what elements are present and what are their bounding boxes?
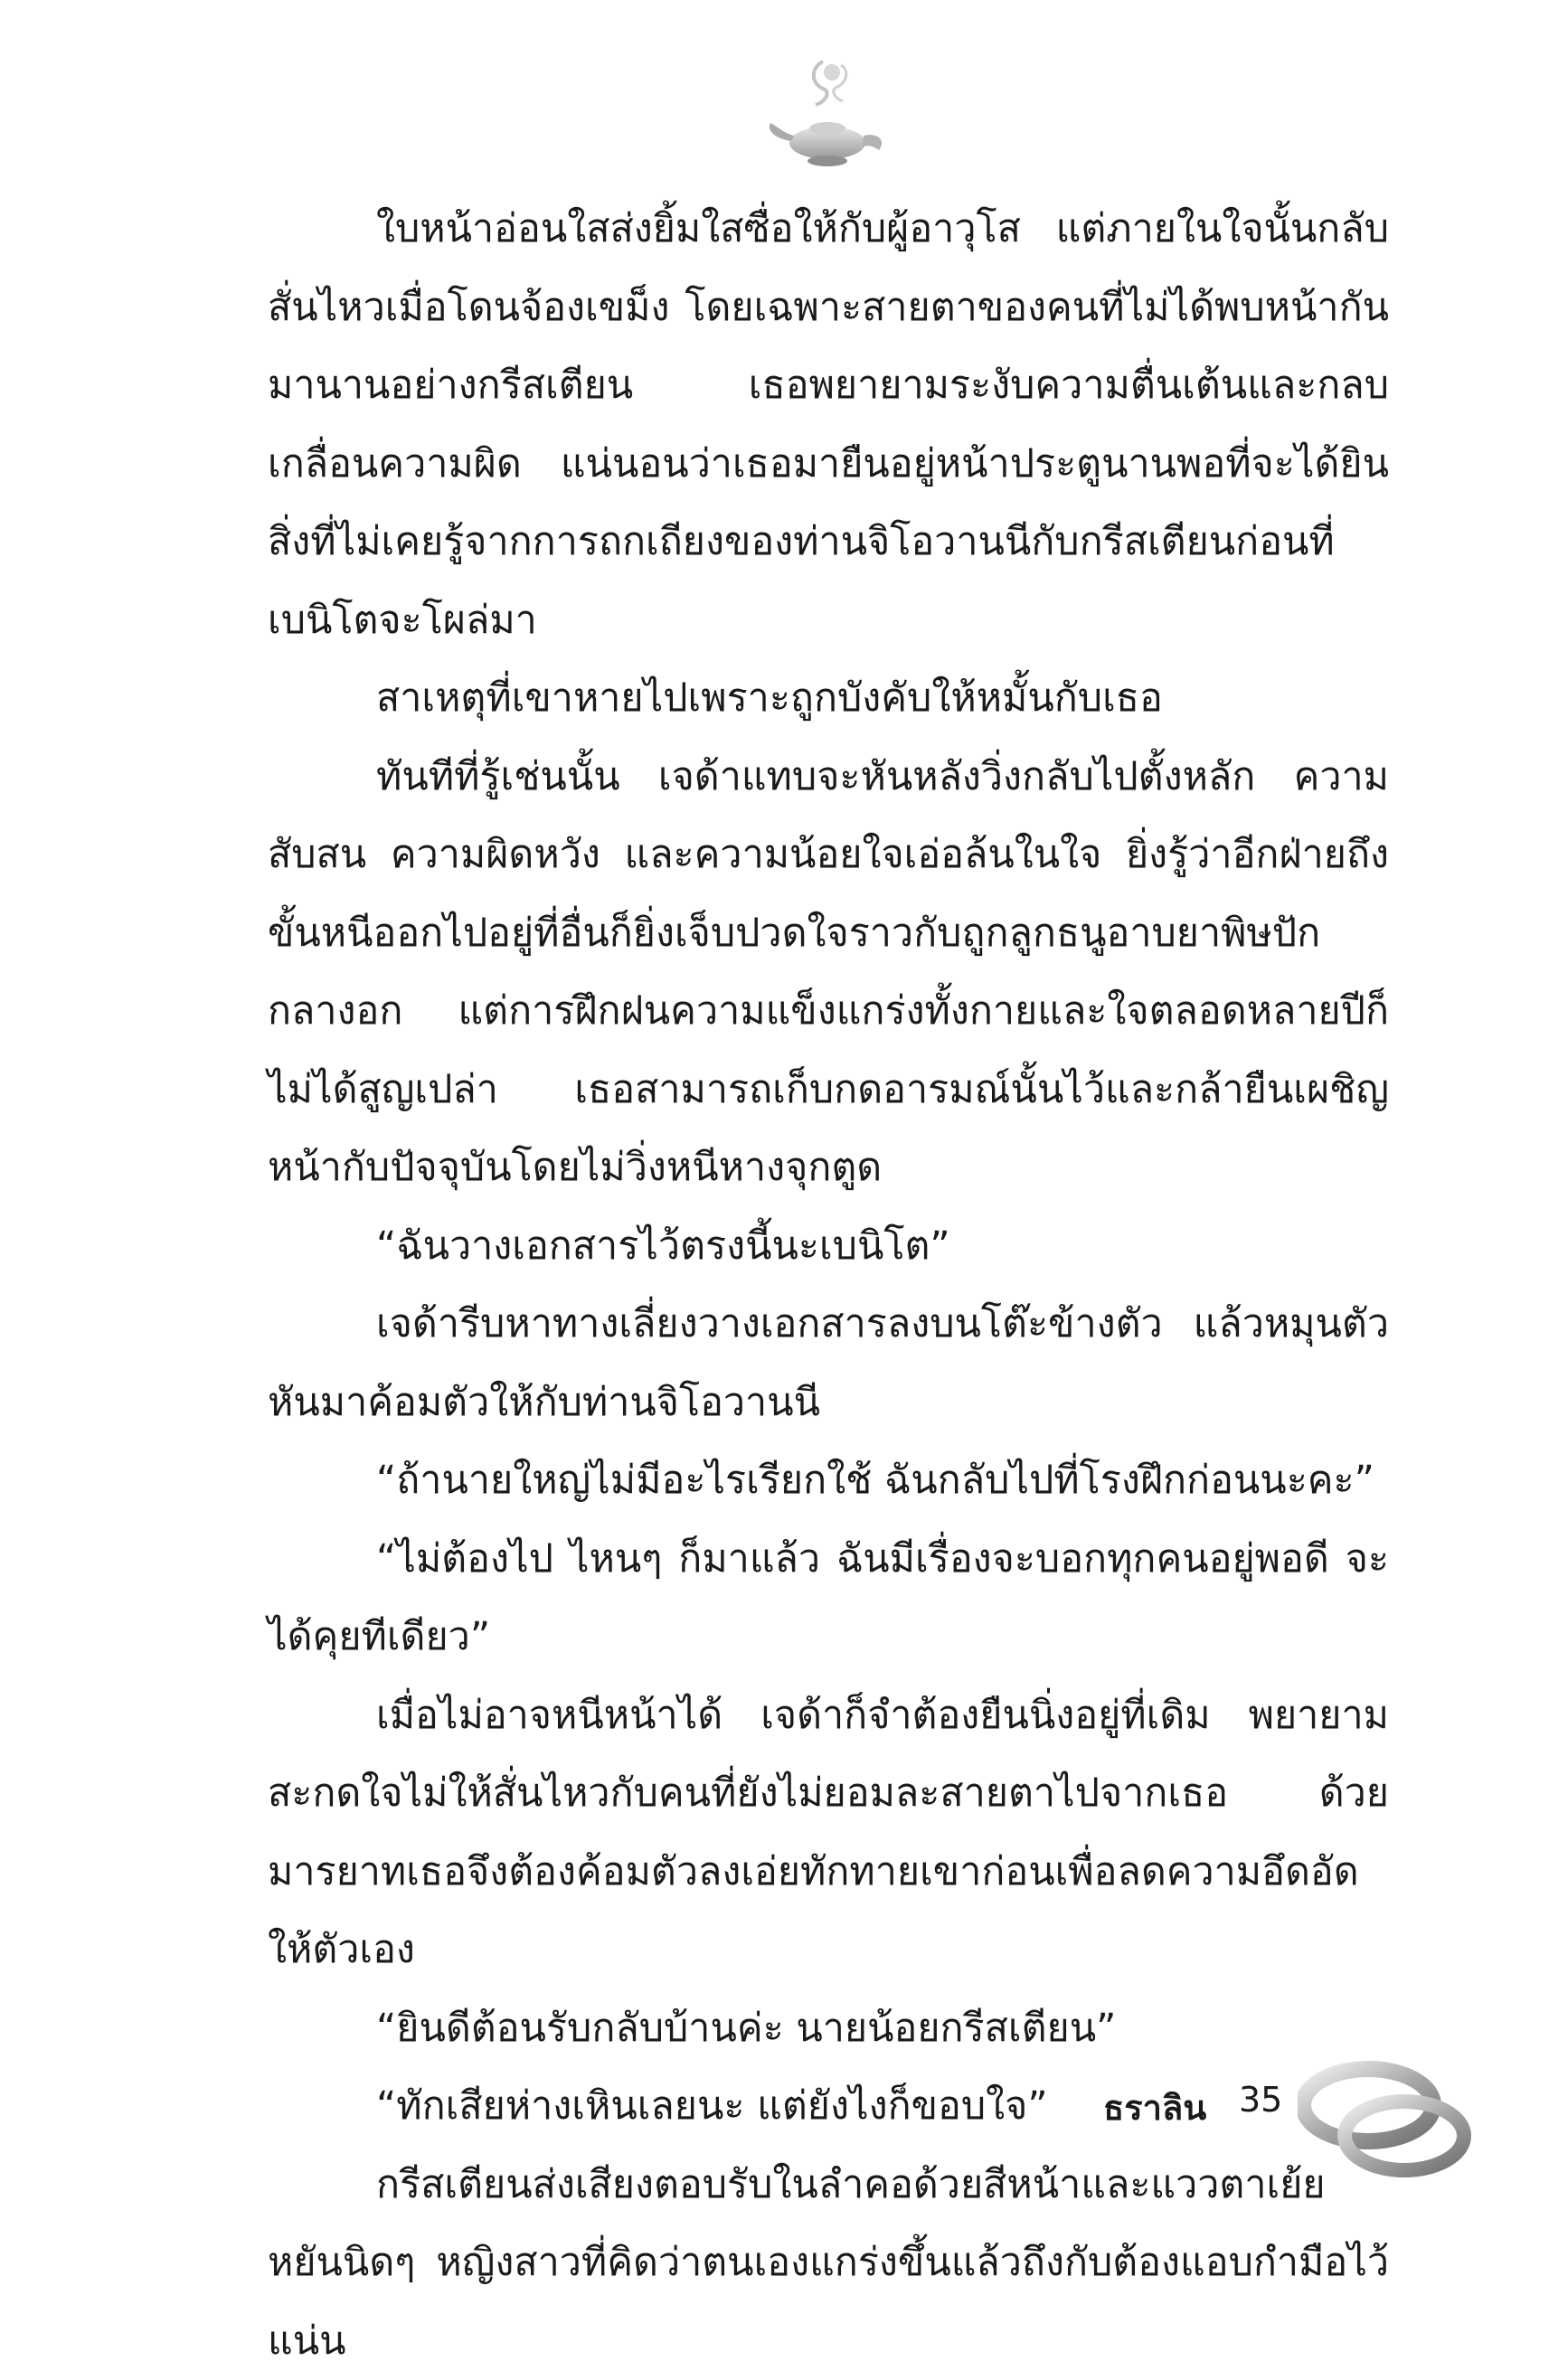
book-title: ธราลิน bbox=[1103, 2080, 1206, 2135]
paragraph: ทันทีที่รู้เช่นนั้น เจด้าแทบจะหันหลังวิ่งกลับไปตั้งหลัก ความสับสน ความผิดหวัง และความน้อยใจเอ่อล้นในใจ ยิ่งรู้ว่าอีกฝ่ายถึงขั้นหนีออกไปอยู่ที่อื่นก็ยิ่งเจ็บปวดใจราวกับถูกลูกธนูอาบยาพิษปักกลางอก แต่การฝึกฝนความแข็งแกร่งทั้งกายและใจตลอดหลายปีก็ไม่ได้สูญเปล่า เธอสามารถเก็บกดอารมณ์นั้นไว้และกล้ายืนเผชิญหน้ากับปัจจุบันโดยไม่วิ่งหนีหางจุกตูด bbox=[268, 738, 1389, 1207]
wedding-rings-icon bbox=[1298, 2053, 1474, 2188]
page-footer bbox=[1094, 2053, 1474, 2188]
genie-lamp-icon bbox=[760, 52, 895, 188]
paragraph: เมื่อไม่อาจหนีหน้าได้ เจด้าก็จำต้องยืนนิ่งอยู่ที่เดิม พยายามสะกดใจไม่ให้สั่นไหวกับคนที่ยังไม่ยอมละสายตาไปจากเธอ ด้วยมารยาทเธอจึงต้องค้อมตัวลงเอ่ยทักทายเขาก่อนเพื่อลดความอึดอัดให้ตัวเอง bbox=[268, 1676, 1389, 1989]
paragraph: กรีสเตียนส่งเสียงตอบรับในลำคอด้วยสีหน้าและแววตาเย้ยหยันนิดๆ หญิงสาวที่คิดว่าตนเองแกร่งขึ้นแล้วถึงกับต้องแอบกำมือไว้แน่น bbox=[268, 2146, 1389, 2380]
body-text bbox=[268, 190, 1389, 2380]
paragraph: “ทักเสียห่างเหินเลยนะ แต่ยังไงก็ขอบใจ” bbox=[268, 2067, 1389, 2146]
page-number: 35 bbox=[1239, 2080, 1282, 2120]
paragraph: เจด้ารีบหาทางเลี่ยงวางเอกสารลงบนโต๊ะข้างตัว แล้วหมุนตัวหันมาค้อมตัวให้กับท่านจิโอวานนี bbox=[268, 1285, 1389, 1441]
paragraph: “ถ้านายใหญ่ไม่มีอะไรเรียกใช้ ฉันกลับไปที่โรงฝึกก่อนนะคะ” bbox=[268, 1441, 1389, 1520]
paragraph: สาเหตุที่เขาหายไปเพราะถูกบังคับให้หมั้นกับเธอ bbox=[268, 659, 1389, 738]
paragraph: “ฉันวางเอกสารไว้ตรงนี้นะเบนิโต” bbox=[268, 1207, 1389, 1286]
paragraph: “ไม่ต้องไป ไหนๆ ก็มาแล้ว ฉันมีเรื่องจะบอกทุกคนอยู่พอดี จะได้คุยทีเดียว” bbox=[268, 1520, 1389, 1676]
paragraph: ใบหน้าอ่อนใสส่งยิ้มใสซื่อให้กับผู้อาวุโส แต่ภายในใจนั้นกลับสั่นไหวเมื่อโดนจ้องเขม็ง โดยเฉพาะสายตาของคนที่ไม่ได้พบหน้ากันมานานอย่างกรีสเตียน เธอพยายามระงับความตื่นเต้นและกลบเกลื่อนความผิด แน่นอนว่าเธอมายืนอยู่หน้าประตูนานพอที่จะได้ยินสิ่งที่ไม่เคยรู้จากการถกเถียงของท่านจิโอวานนีกับกรีสเตียนก่อนที่เบนิโตจะโผล่มา bbox=[268, 190, 1389, 659]
paragraph: “ยินดีต้อนรับกลับบ้านค่ะ นายน้อยกรีสเตียน” bbox=[268, 1989, 1389, 2068]
